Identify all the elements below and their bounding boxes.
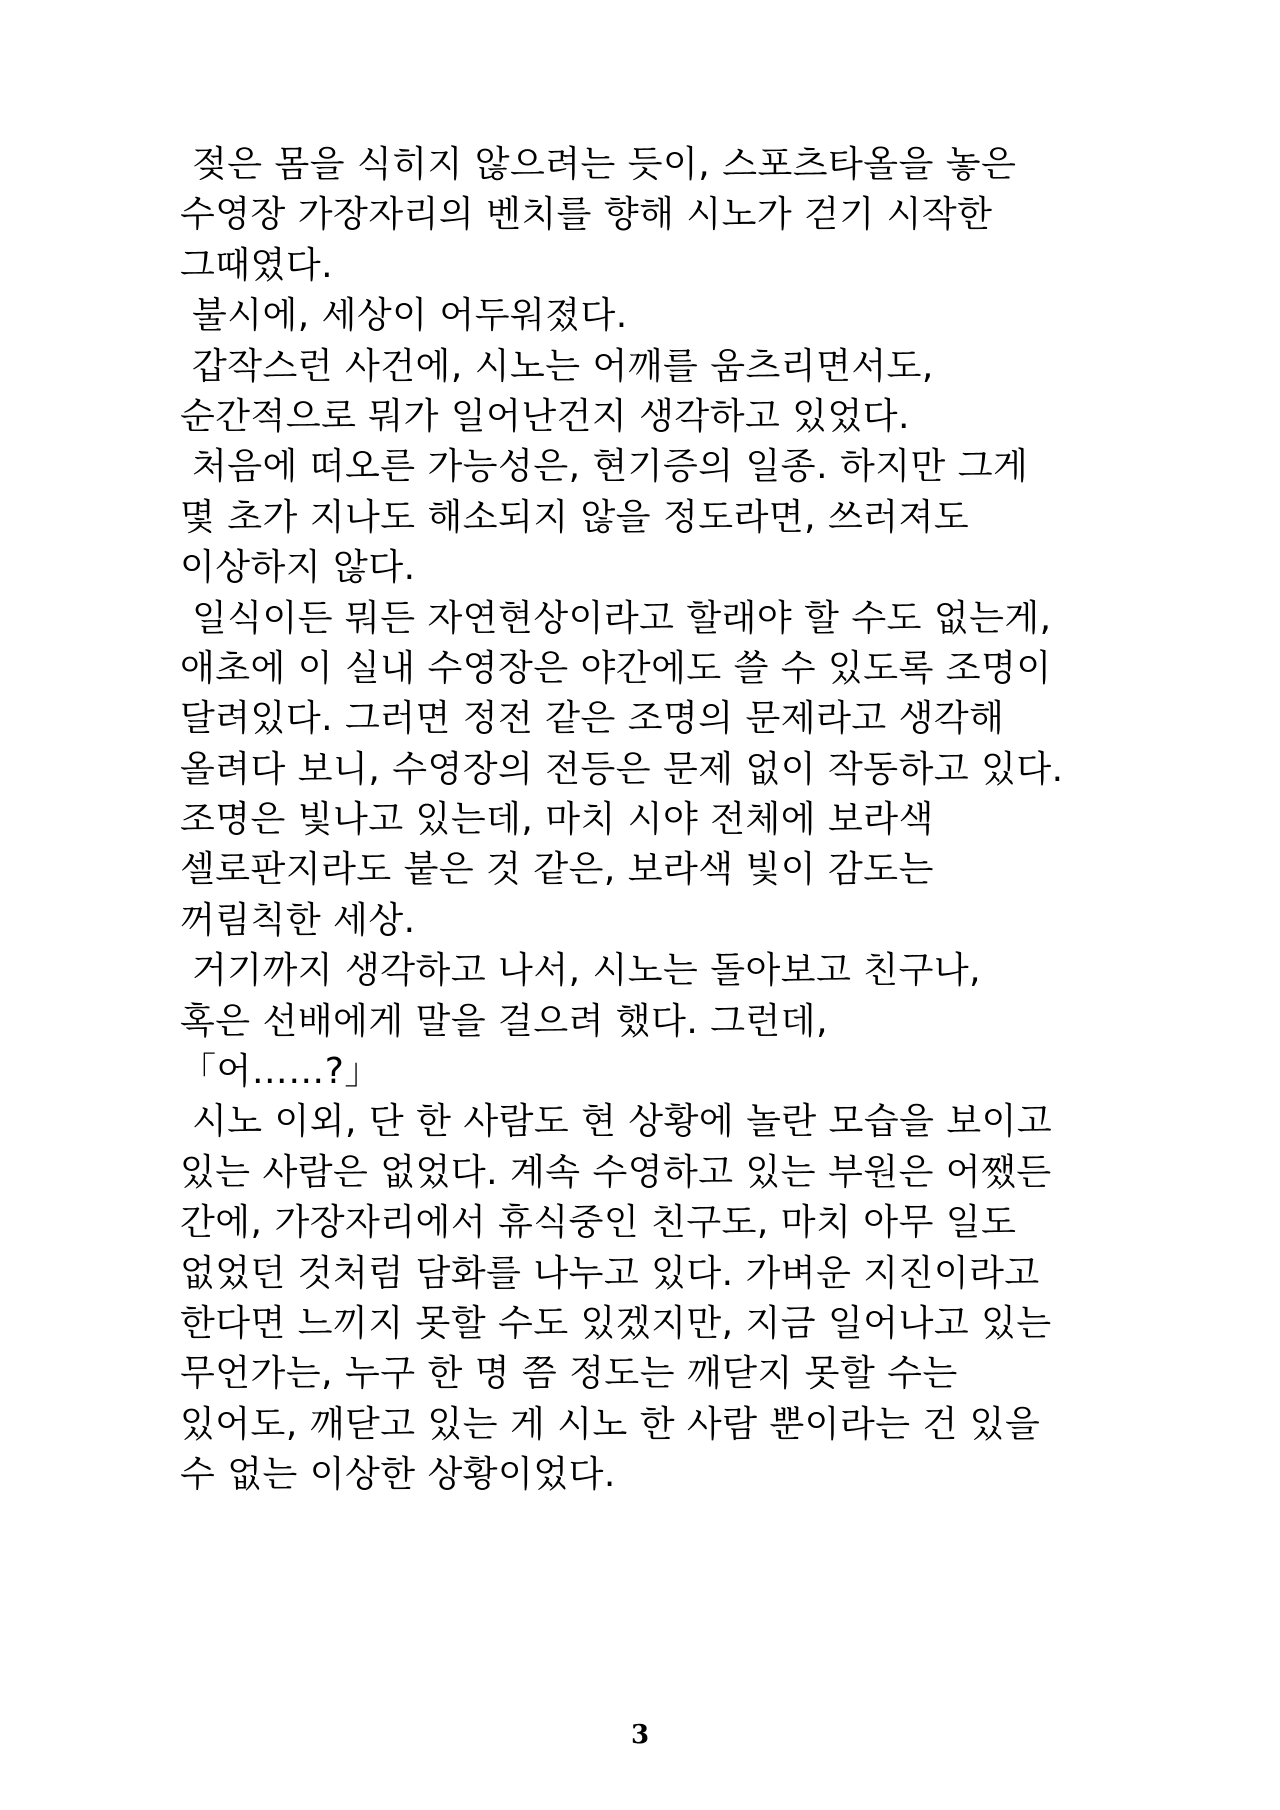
text-line: 없었던 것처럼 담화를 나누고 있다. 가벼운 지진이라고 xyxy=(180,1252,1040,1294)
text-line: 무언가는, 누구 한 명 쯤 정도는 깨닫지 못할 수는 xyxy=(180,1353,958,1395)
text-line: 올려다 보니, 수영장의 전등은 문제 없이 작동하고 있다. xyxy=(180,748,1064,790)
text-line: 조명은 빛나고 있는데, 마치 시야 전체에 보라색 xyxy=(180,799,934,841)
text-line: 있어도, 깨닫고 있는 게 시노 한 사람 뿐이라는 건 있을 xyxy=(180,1403,1041,1445)
text-line: 순간적으로 뭐가 일어난건지 생각하고 있었다. xyxy=(180,395,910,437)
text-line: 그때였다. xyxy=(180,244,334,286)
text-line: 있는 사람은 없었다. 계속 수영하고 있는 부원은 어쨌든 xyxy=(180,1151,1052,1193)
text-line: 꺼림칙한 세상. xyxy=(180,899,416,941)
text-line: 젖은 몸을 식히지 않으려는 듯이, 스포츠타올을 놓은 xyxy=(180,144,1017,185)
page-number: 3 xyxy=(630,1720,650,1750)
text-line: 「어……?」 xyxy=(180,1051,381,1093)
text-line: 혹은 선배에게 말을 걸으려 했다. 그런데, xyxy=(180,1000,829,1042)
text-line: 일식이든 뭐든 자연현상이라고 할래야 할 수도 없는게, xyxy=(180,597,1052,639)
text-line: 달려있다. 그러면 정전 같은 조명의 문제라고 생각해 xyxy=(180,698,1005,740)
text-line: 애초에 이 실내 수영장은 야간에도 쓸 수 있도록 조명이 xyxy=(180,647,1052,689)
text-line: 이상하지 않다. xyxy=(180,547,416,589)
text-line: 수 없는 이상한 상황이었다. xyxy=(180,1454,616,1496)
text-line: 시노 이외, 단 한 사람도 현 상황에 놀란 모습을 보이고 xyxy=(180,1101,1053,1143)
text-line: 한다면 느끼지 못할 수도 있겠지만, 지금 일어나고 있는 xyxy=(180,1302,1052,1344)
text-line: 몇 초가 지나도 해소되지 않을 정도라면, 쓰러져도 xyxy=(180,496,970,538)
text-line: 수영장 가장자리의 벤치를 향해 시노가 걷기 시작한 xyxy=(180,194,993,236)
text-line: 불시에, 세상이 어두워졌다. xyxy=(180,295,628,337)
text-line: 거기까지 생각하고 나서, 시노는 돌아보고 친구나, xyxy=(180,950,982,992)
text-body xyxy=(180,140,1180,1501)
text-line: 갑작스런 사건에, 시노는 어깨를 움츠리면서도, xyxy=(180,345,934,387)
text-line: 간에, 가장자리에서 휴식중인 친구도, 마치 아무 일도 xyxy=(180,1202,1017,1244)
text-line: 처음에 떠오른 가능성은, 현기증의 일종. 하지만 그게 xyxy=(180,446,1029,488)
text-line: 셀로판지라도 붙은 것 같은, 보라색 빛이 감도는 xyxy=(180,849,934,891)
